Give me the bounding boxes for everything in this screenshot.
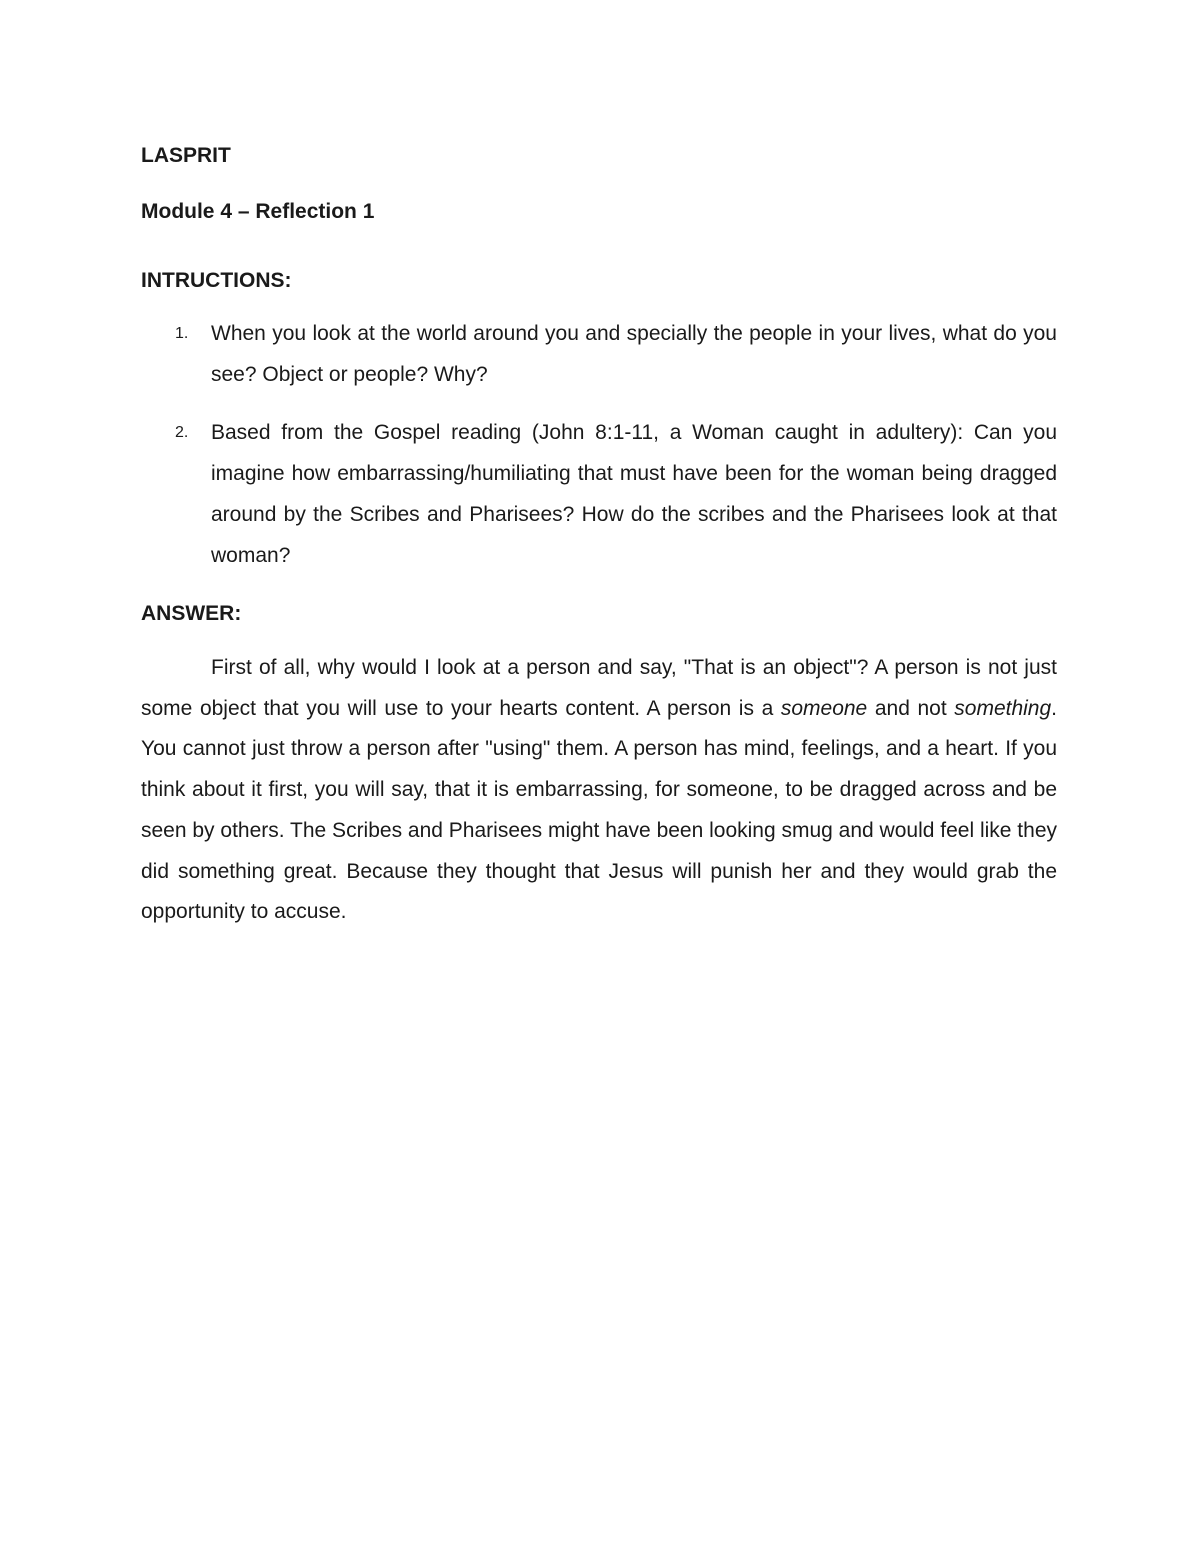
answer-emphasis: something [954, 696, 1052, 720]
instruction-text: When you look at the world around you and specially the people in your lives, what do you see? Object or people? Why? [211, 322, 1057, 386]
instructions-heading: INTRUCTIONS: [141, 269, 292, 292]
instruction-number: 1. [175, 325, 189, 342]
instruction-text: Based from the Gospel reading (John 8:1-11, a Woman caught in adultery): Can you imagine how embarrassing/humiliating that must have been for the woman being dragged around by the Scribes and Pharisees? How do the scribes and the Pharisees look at that woman? [211, 421, 1057, 567]
instructions-list [141, 313, 1057, 576]
answer-text: and not [867, 696, 955, 720]
instruction-item [141, 313, 1057, 395]
answer-paragraph [141, 648, 1057, 933]
instruction-item [141, 412, 1057, 576]
answer-heading: ANSWER: [141, 602, 242, 625]
answer-text: First of all, why would I look at a person and say, "That is an object"? A person is not just some object that you will use to your hearts content. A person is a [141, 656, 1057, 720]
document-subtitle: Module 4 – Reflection 1 [141, 200, 375, 223]
document-title: LASPRIT [141, 144, 231, 167]
answer-emphasis: someone [780, 696, 868, 720]
instruction-number: 2. [175, 424, 189, 441]
answer-text: . You cannot just throw a person after "using" them. A person has mind, feelings, and a heart. If you think about it first, you will say, that it is embarrassing, for someone, to be dragged across and be seen by others. The Scribes and Pharisees might have been looking smug and would feel like they did something great. Because they thought that Jesus will punish her and they would grab the opportunity to accuse. [141, 696, 1057, 924]
